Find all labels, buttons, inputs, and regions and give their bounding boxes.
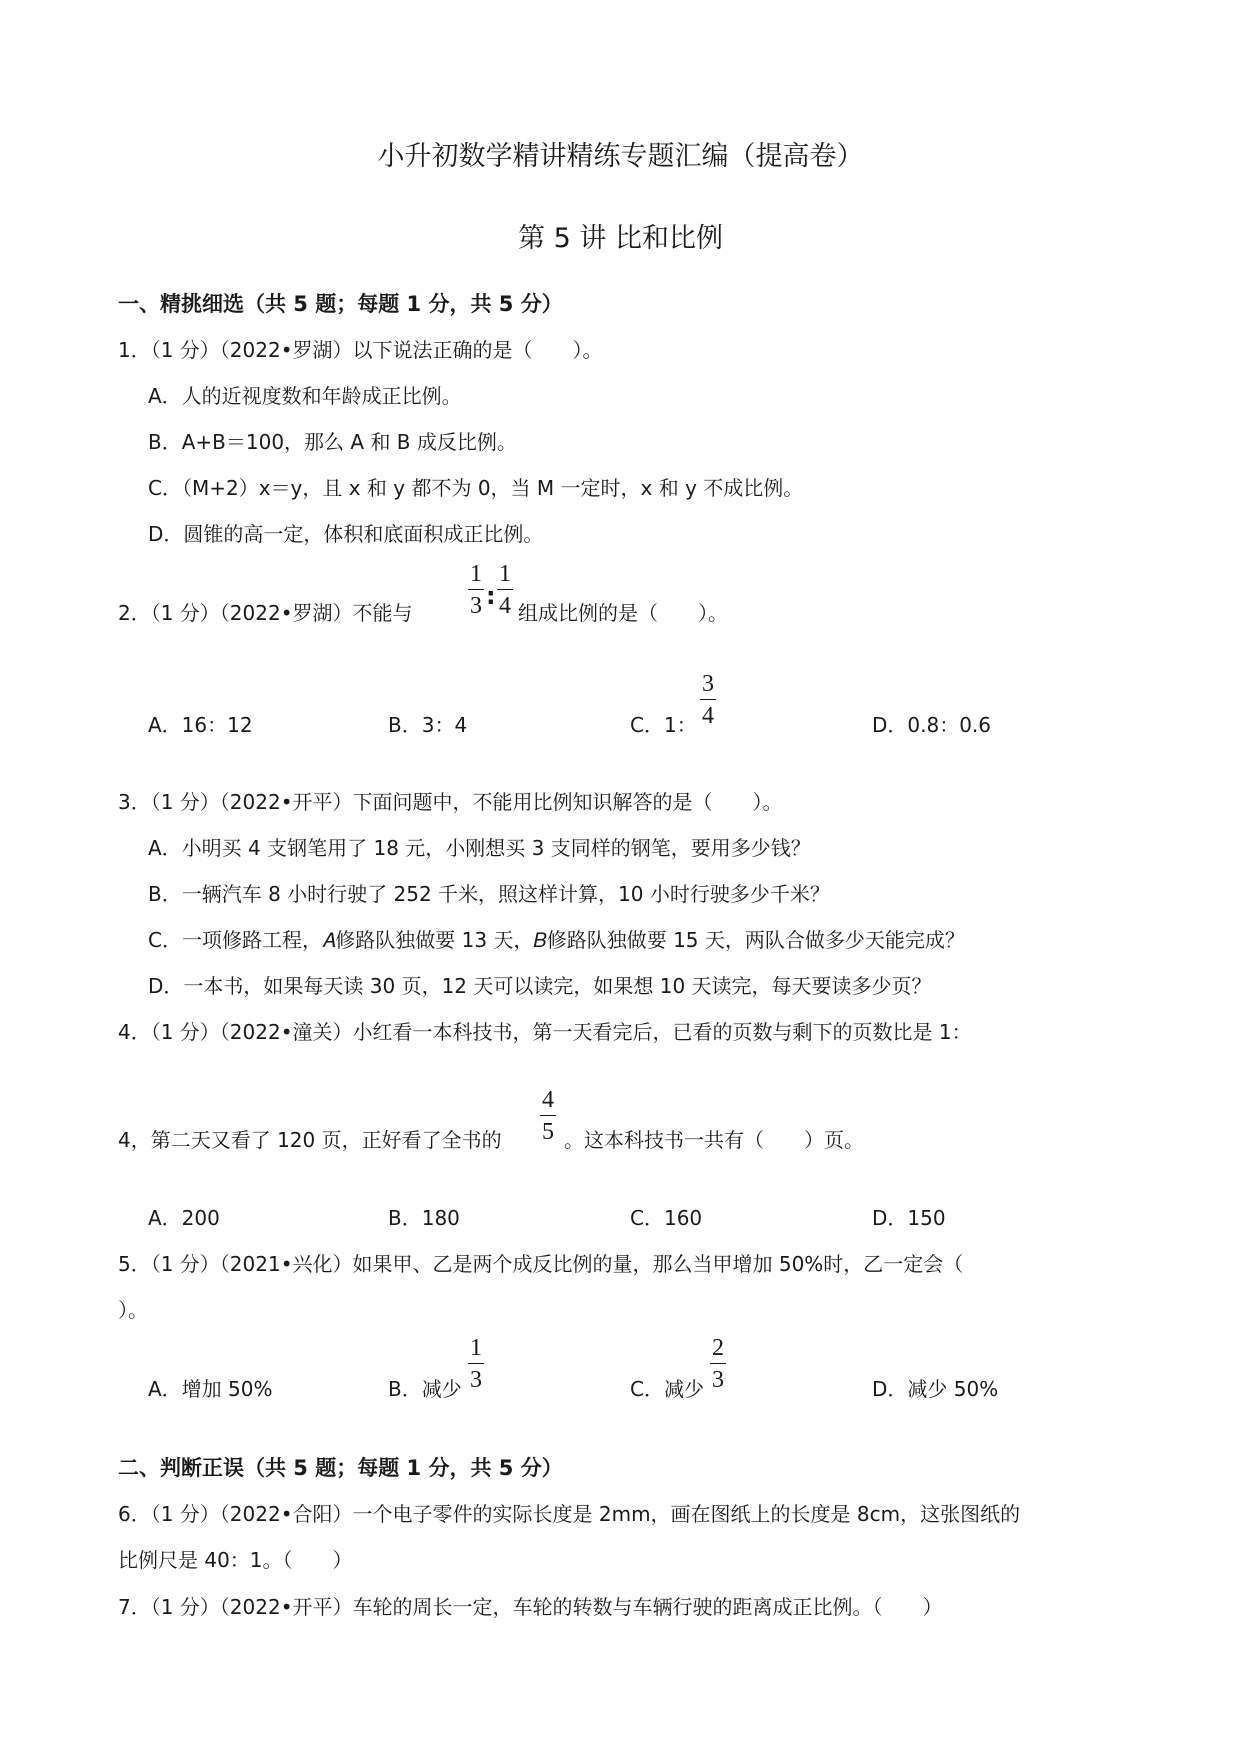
question-2-stem-prefix: 2．（1 分）（2022•罗湖）不能与: [118, 601, 413, 625]
question-4-line-2-prefix: 4，第二天又看了 120 页，正好看了全书的: [118, 1128, 502, 1152]
question-4-line-1: 4．（1 分）（2022•潼关）小红看一本科技书，第一天看完后，已看的页数与剩下的页数比是 1：: [118, 1020, 972, 1044]
question-2-option-c: C．1：: [630, 713, 697, 737]
question-7-line-1: 7．（1 分）（2022•开平）车轮的周长一定，车轮的转数与车辆行驶的距离成正比例。（ ）: [118, 1595, 943, 1619]
question-2-option-d: D．0.8：0.6: [872, 713, 992, 737]
document-title: 小升初数学精讲精练专题汇编（提高卷）: [377, 141, 864, 172]
fraction-two-thirds: 2 3: [712, 1335, 724, 1393]
question-3-option-a: A．小明买 4 支钢笔用了 18 元，小刚想买 3 支同样的钢笔，要用多少钱？: [148, 836, 811, 860]
question-3-option-c: C．一项修路工程，𝐴修路队独做要 13 天，𝐵修路队独做要 15 天，两队合做多少天能完成？: [148, 928, 965, 952]
question-4-option-c: C．160: [630, 1206, 703, 1230]
question-3-option-d: D．一本书，如果每天读 30 页，12 天可以读完，如果想 10 天读完，每天要读多少页？: [148, 974, 932, 998]
question-4-option-b: B．180: [388, 1206, 460, 1230]
question-3-stem: 3．（1 分）（2022•开平）下面问题中，不能用比例知识解答的是（ ）。: [118, 790, 783, 814]
question-6-line-1: 6．（1 分）（2022•合阳）一个电子零件的实际长度是 2mm，画在图纸上的长度是 8cm，这张图纸的: [118, 1502, 1021, 1526]
question-1-option-d: D．圆锥的高一定，体积和底面积成正比例。: [148, 522, 544, 546]
question-5-option-b: B．减少: [388, 1377, 462, 1401]
question-1-stem: 1．（1 分）（2022•罗湖）以下说法正确的是（ ）。: [118, 338, 603, 362]
section-heading-1: 一、精挑细选（共 5 题；每题 1 分，共 5 分）: [118, 292, 563, 316]
question-4-option-a: A．200: [148, 1206, 220, 1230]
question-5-option-d: D．减少 50%: [872, 1377, 999, 1401]
question-5-option-c: C．减少: [630, 1377, 704, 1401]
question-1-option-a: A．人的近视度数和年龄成正比例。: [148, 384, 462, 408]
lecture-subtitle: 第 5 讲 比和比例: [518, 223, 723, 254]
question-2-option-a: A．16：12: [148, 713, 253, 737]
question-5-line-2: ）。: [118, 1298, 148, 1322]
question-6-line-2: 比例尺是 40：1。（ ）: [118, 1548, 353, 1572]
question-3-option-b: B．一辆汽车 8 小时行驶了 252 千米，照这样计算，10 小时行驶多少千米？: [148, 882, 830, 906]
question-4-line-2-suffix: 。这本科技书一共有（ ）页。: [564, 1128, 864, 1152]
fraction-one-third: 1 3: [470, 561, 482, 619]
fraction-one-quarter: 1 4: [499, 561, 511, 619]
section-heading-2: 二、判断正误（共 5 题；每题 1 分，共 5 分）: [118, 1456, 563, 1480]
fraction-three-quarters: 3 4: [702, 671, 714, 729]
question-1-option-b: B．A+B＝100，那么 A 和 B 成反比例。: [148, 430, 517, 454]
question-5-line-1: 5．（1 分）（2021•兴化）如果甲、乙是两个成反比例的量，那么当甲增加 50%时，乙一定会（: [118, 1252, 964, 1276]
question-2-stem-suffix: 组成比例的是（ ）。: [518, 601, 728, 625]
question-2-option-b: B．3：4: [388, 713, 468, 737]
question-5-option-a: A．增加 50%: [148, 1377, 273, 1401]
fraction-four-fifths: 4 5: [542, 1087, 554, 1145]
question-1-option-c: C．（M+2）x＝y，且 x 和 y 都不为 0，当 M 一定时，x 和 y 不成比例。: [148, 476, 804, 500]
ratio-colon: :: [486, 582, 496, 610]
question-4-option-d: D．150: [872, 1206, 946, 1230]
fraction-one-third-b: 1 3: [470, 1335, 482, 1393]
